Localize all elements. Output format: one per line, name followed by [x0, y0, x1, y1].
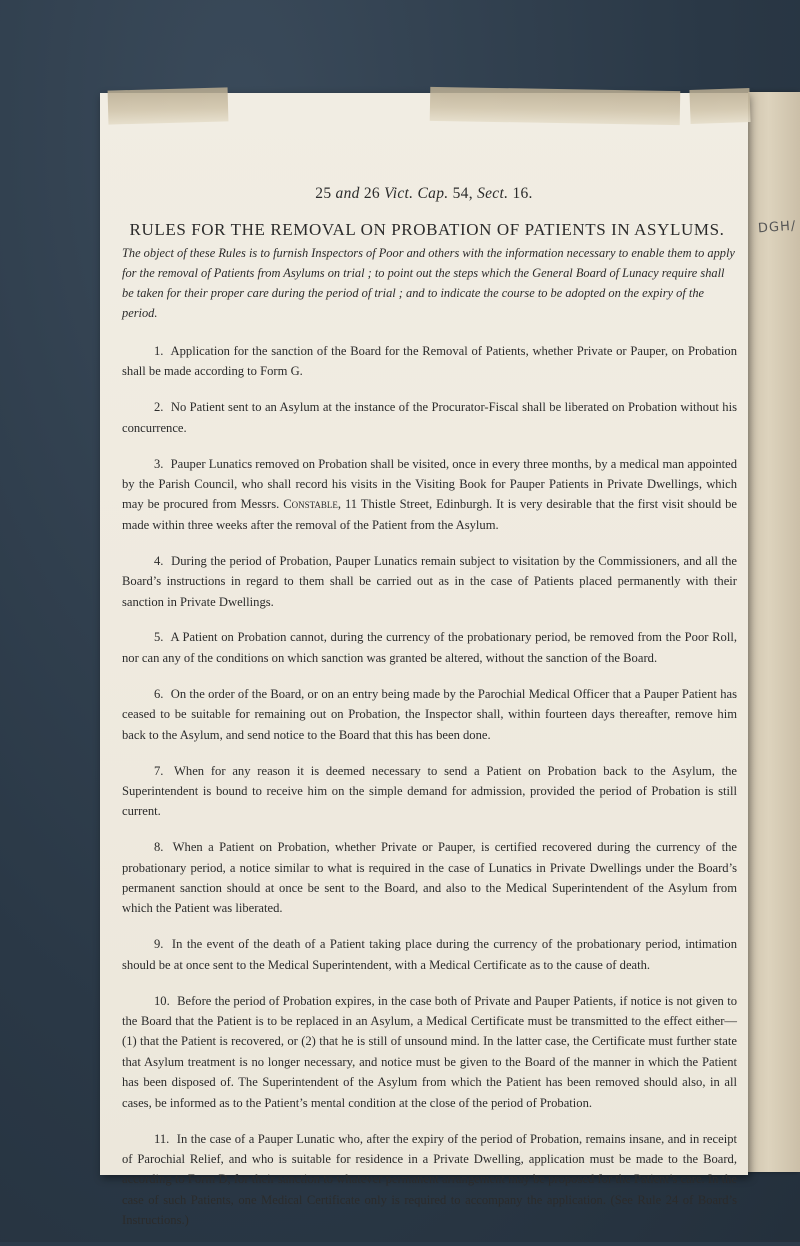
rules-list	[122, 341, 737, 1246]
statute-reference	[100, 185, 748, 203]
folder-edge	[748, 92, 800, 1172]
header-part: Sect.	[477, 185, 509, 202]
tape-strip	[108, 87, 229, 124]
rule-9: 9. In the event of the death of a Patient taking place during the currency of the probationary period, intimation should be at once sent to the Medical Superintendent, with a Medical Certificate as to the cause of death.	[122, 937, 737, 972]
rule-2: 2. No Patient sent to an Asylum at the instance of the Procurator-Fiscal shall be liberated on Probation without his concurrence.	[122, 400, 737, 435]
rule-3: 3. Pauper Lunatics removed on Probation shall be visited, once in every three months, by a medical man appointed by the Parish Council, who shall record his visits in the Visiting Book for Pauper Patients in Private Dwellings, which may be procured from Messrs. Constable, 11 Thistle Street, Edinburgh. It is very desirable that the first visit should be made within three weeks after the removal of the Patient from the Asylum.	[122, 456, 738, 532]
rule-7: 7. When for any reason it is deemed necessary to send a Patient on Probation back to the Asylum, the Superintendent is bound to receive him on the simple demand for admission, provided the period of Probation is still current.	[122, 763, 737, 819]
tape-strip	[689, 88, 750, 124]
rule-4: 4. During the period of Probation, Pauper Lunatics remain subject to visitation by the Commissioners, and all the Board’s instructions in regard to them shall be carried out as in the case of Patients placed permanently with their sanction in Private Dwellings.	[122, 553, 737, 609]
page-title: RULES FOR THE REMOVAL ON PROBATION OF PATIENTS IN ASYLUMS.	[129, 220, 725, 239]
header-part: and	[335, 185, 360, 202]
folder-handwriting: DGH/	[757, 218, 797, 237]
header-part: 26	[359, 185, 385, 202]
header-part: Vict. Cap.	[384, 185, 449, 202]
rule-5: 5. A Patient on Probation cannot, during the currency of the probationary period, be removed from the Poor Roll, nor can any of the conditions on which sanction was granted be altered, without the sanction of the Board.	[122, 630, 737, 665]
intro-paragraph: The object of these Rules is to furnish Inspectors of Poor and others with the information necessary to enable them to apply for the removal of Patients from Asylums on trial ; to point out the steps which the General Board of Lunacy require shall be taken for their proper care during the period of trial ; and to indicate the course to be adopted on the expiry of the period.	[122, 246, 735, 320]
rule-8: 8. When a Patient on Probation, whether Private or Pauper, is certified recovered during the currency of the probationary period, a notice similar to what is required in the case of Lunatics in Private Dwellings under the Board’s permanent sanction should at once be sent to the Board, and also to the Medical Superintendent of the Asylum from which the Patient was liberated.	[122, 840, 738, 916]
rule-1: 1. Application for the sanction of the Board for the Removal of Patients, whether Private or Pauper, on Probation shall be made according to Form G.	[122, 344, 737, 379]
header-part: 54,	[448, 185, 478, 202]
document-page	[100, 93, 748, 1228]
rule-6: 6. On the order of the Board, or on an entry being made by the Parochial Medical Officer that a Pauper Patient has ceased to be suitable for remaining out on Probation, the Inspector shall, within fourteen days thereafter, remove him back to the Asylum, and send notice to the Board that this has been done.	[122, 686, 737, 742]
header-part: 16.	[508, 185, 533, 202]
rule-10: 10. Before the period of Probation expires, in the case both of Private and Pauper Patients, if notice is not given to the Board that the Patient is to be replaced in an Asylum, a Medical Certificate must be transmitted to the effect either—(1) that the Patient is recovered, or (2) that he is still of unsound mind. In the latter case, the Certificate must further state that Asylum treatment is no longer necessary, and notice must be given to the Board of the manner in which the Patient has been disposed of. The Superintendent of the Asylum from which the Patient has been removed should also, in all cases, be informed as to the Patient’s mental condition at the close of the period of Probation.	[122, 993, 737, 1110]
rule-11: 11. In the case of a Pauper Lunatic who, after the expiry of the period of Probation, remains insane, and in receipt of Parochial Relief, and who is suitable for residence in a Private Dwelling, application must be made to the Board, according to Form D, for their sanction to whatever permanent arrangement may be proposed for the Patient’s care. In the case of such Patients, one Medical Certificate only is required to accompany the application. (See Rule 24 of Board’s Instructions.)	[122, 1131, 737, 1228]
header-part: 25	[315, 185, 336, 202]
tape-strip	[430, 87, 681, 125]
